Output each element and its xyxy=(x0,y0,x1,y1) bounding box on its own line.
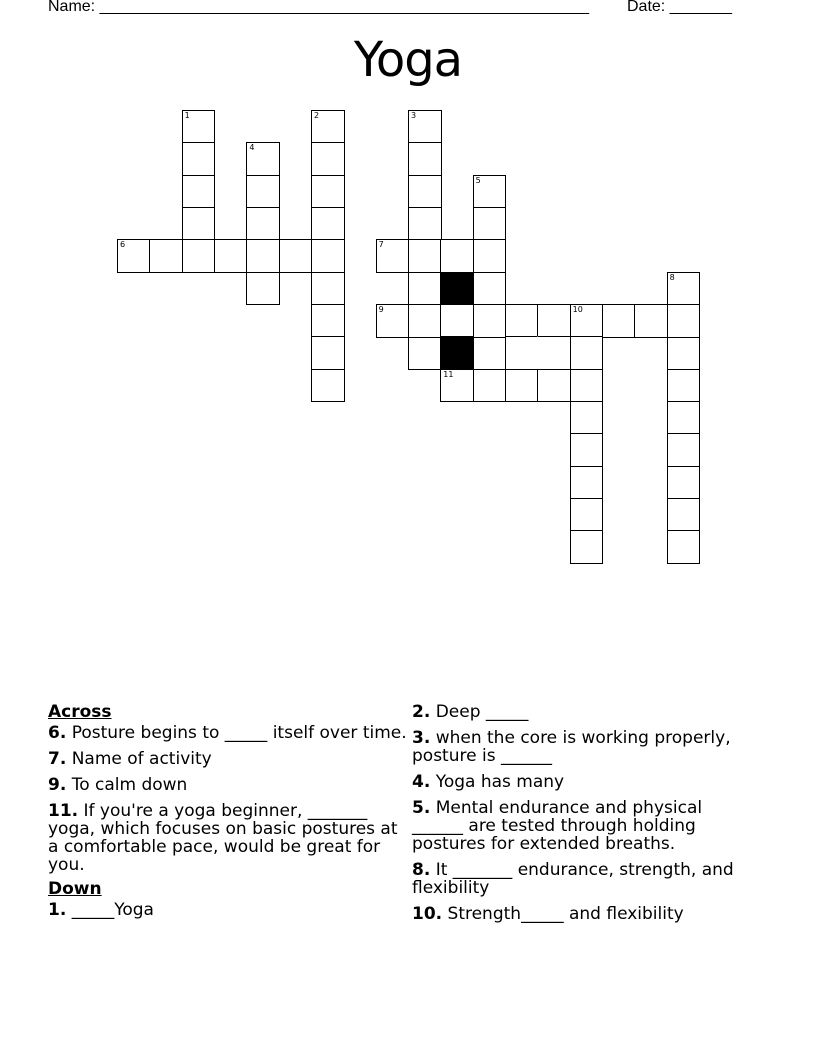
crossword-cell[interactable] xyxy=(667,336,701,370)
clue-text: Yoga has many xyxy=(430,772,565,792)
crossword-cell[interactable] xyxy=(408,175,442,209)
crossword-cell[interactable] xyxy=(537,336,571,370)
crossword-cell[interactable] xyxy=(311,142,345,176)
clue-item xyxy=(48,802,408,874)
clue-text: It _______ endurance, strength, and flexibility xyxy=(412,860,734,898)
crossword-cell[interactable] xyxy=(408,142,442,176)
clue-item xyxy=(48,901,408,919)
crossword-cell[interactable] xyxy=(667,304,701,338)
down-heading: Down xyxy=(48,879,102,899)
clue-item xyxy=(48,750,408,768)
crossword-cell[interactable] xyxy=(311,207,345,241)
clue-text: Strength_____ and flexibility xyxy=(442,904,684,924)
clue-number-label: 8. xyxy=(412,860,431,880)
crossword-cell[interactable] xyxy=(537,304,571,338)
name-field-label: Name: _______________________________________________________ xyxy=(48,0,589,15)
crossword-cell[interactable] xyxy=(667,466,701,500)
clue-number-label: 4. xyxy=(412,772,431,792)
crossword-cell[interactable] xyxy=(634,304,668,338)
clue-number: 9 xyxy=(378,304,384,314)
clue-text: _____Yoga xyxy=(66,900,154,920)
crossword-cell[interactable] xyxy=(279,239,313,273)
crossword-cell[interactable] xyxy=(311,272,345,306)
crossword-cell[interactable] xyxy=(570,530,604,564)
clue-number: 7 xyxy=(378,240,384,250)
crossword-cell[interactable] xyxy=(376,304,410,338)
clue-item xyxy=(412,703,742,721)
crossword-cell[interactable] xyxy=(667,401,701,435)
merged-cell-gap xyxy=(536,338,540,368)
crossword-cell[interactable] xyxy=(311,110,345,144)
crossword-cell[interactable] xyxy=(473,239,507,273)
crossword-cell[interactable] xyxy=(182,207,216,241)
page-title: Yoga xyxy=(353,32,463,88)
clue-text: To calm down xyxy=(66,775,188,795)
crossword-cell[interactable] xyxy=(667,498,701,532)
clue-number: 5 xyxy=(475,175,481,185)
crossword-cell[interactable] xyxy=(246,207,280,241)
crossword-cell[interactable] xyxy=(473,336,507,370)
black-square xyxy=(440,336,474,370)
crossword-cell[interactable] xyxy=(602,304,636,338)
clue-number-label: 7. xyxy=(48,749,67,769)
crossword-cell[interactable] xyxy=(440,304,474,338)
crossword-cell[interactable] xyxy=(570,304,604,338)
crossword-cell[interactable] xyxy=(570,369,604,403)
crossword-cell[interactable] xyxy=(311,175,345,209)
clues-left-column xyxy=(48,703,408,927)
clue-number-label: 10. xyxy=(412,904,443,924)
clue-number: 8 xyxy=(669,272,675,282)
clue-number-label: 3. xyxy=(412,728,431,748)
crossword-cell[interactable] xyxy=(408,336,442,370)
clue-item xyxy=(412,799,742,853)
crossword-cell[interactable] xyxy=(311,304,345,338)
crossword-cell[interactable] xyxy=(182,239,216,273)
clue-item xyxy=(412,729,742,765)
crossword-cell[interactable] xyxy=(311,369,345,403)
crossword-cell[interactable] xyxy=(311,239,345,273)
clue-text: when the core is working properly, posture is ______ xyxy=(412,728,731,766)
crossword-cell[interactable] xyxy=(667,369,701,403)
crossword-cell[interactable] xyxy=(408,207,442,241)
crossword-cell[interactable] xyxy=(182,142,216,176)
crossword-cell[interactable] xyxy=(570,401,604,435)
clue-number: 11 xyxy=(443,369,454,379)
crossword-cell[interactable] xyxy=(667,433,701,467)
clue-number: 1 xyxy=(184,111,190,120)
crossword-cell[interactable] xyxy=(473,175,507,209)
clue-text: Name of activity xyxy=(66,749,212,769)
crossword-cell[interactable] xyxy=(246,142,280,176)
crossword-cell[interactable] xyxy=(570,466,604,500)
clue-text: If you're a yoga beginner, _______ yoga, which focuses on basic postures at a comfortable pace, would be great for you. xyxy=(48,801,398,875)
clue-number: 4 xyxy=(249,143,255,153)
crossword-cell[interactable] xyxy=(440,239,474,273)
down-clue-list-left xyxy=(48,901,408,919)
clue-number: 3 xyxy=(410,111,417,120)
clue-number-label: 9. xyxy=(48,775,67,795)
crossword-cell[interactable] xyxy=(570,498,604,532)
crossword-cell[interactable] xyxy=(117,239,151,273)
clue-number-label: 1. xyxy=(48,900,67,920)
date-field-label: Date: _______ xyxy=(627,0,732,15)
clue-item xyxy=(412,905,742,923)
clue-item xyxy=(48,724,408,742)
crossword-cell[interactable] xyxy=(214,239,248,273)
crossword-cell[interactable] xyxy=(246,239,280,273)
crossword-cell[interactable] xyxy=(440,369,474,403)
clue-text: Mental endurance and physical ______ are tested through holding postures for extended breaths. xyxy=(412,798,703,854)
crossword-cell[interactable] xyxy=(667,530,701,564)
clue-number: 2 xyxy=(313,111,320,120)
clues-right-column xyxy=(412,703,742,931)
crossword-cell[interactable] xyxy=(570,433,604,467)
crossword-cell[interactable] xyxy=(149,239,183,273)
clue-number-label: 6. xyxy=(48,723,67,743)
clue-text: Deep _____ xyxy=(430,702,529,722)
crossword-cell[interactable] xyxy=(246,175,280,209)
crossword-cell[interactable] xyxy=(537,369,571,403)
crossword-cell[interactable] xyxy=(473,304,507,338)
crossword-cell[interactable] xyxy=(182,175,216,209)
crossword-cell[interactable] xyxy=(376,239,410,273)
crossword-cell[interactable] xyxy=(408,272,442,306)
clue-number-label: 2. xyxy=(412,702,431,722)
crossword-cell[interactable] xyxy=(182,110,216,144)
clue-item xyxy=(412,773,742,791)
crossword-cell[interactable] xyxy=(311,336,345,370)
crossword-cell[interactable] xyxy=(667,272,701,306)
crossword-cell[interactable] xyxy=(408,110,442,144)
crossword-cell[interactable] xyxy=(473,272,507,306)
crossword-cell[interactable] xyxy=(473,207,507,241)
crossword-cell[interactable] xyxy=(505,336,539,370)
crossword-cell[interactable] xyxy=(505,369,539,403)
across-heading: Across xyxy=(48,702,112,722)
clue-number-label: 5. xyxy=(412,798,431,818)
clue-number-label: 11. xyxy=(48,801,79,821)
crossword-cell[interactable] xyxy=(408,304,442,338)
crossword-cell[interactable] xyxy=(408,239,442,273)
black-square xyxy=(440,272,474,306)
crossword-cell[interactable] xyxy=(473,369,507,403)
crossword-cell[interactable] xyxy=(246,272,280,306)
clue-text: Posture begins to _____ itself over time. xyxy=(66,723,407,743)
down-clue-list-right xyxy=(412,703,742,923)
clue-item xyxy=(412,861,742,897)
clue-item xyxy=(48,776,408,794)
crossword-cell[interactable] xyxy=(505,304,539,338)
clue-number: 6 xyxy=(120,240,126,250)
crossword-cell[interactable] xyxy=(570,336,604,370)
across-clue-list xyxy=(48,724,408,874)
clue-number: 10 xyxy=(572,304,583,314)
